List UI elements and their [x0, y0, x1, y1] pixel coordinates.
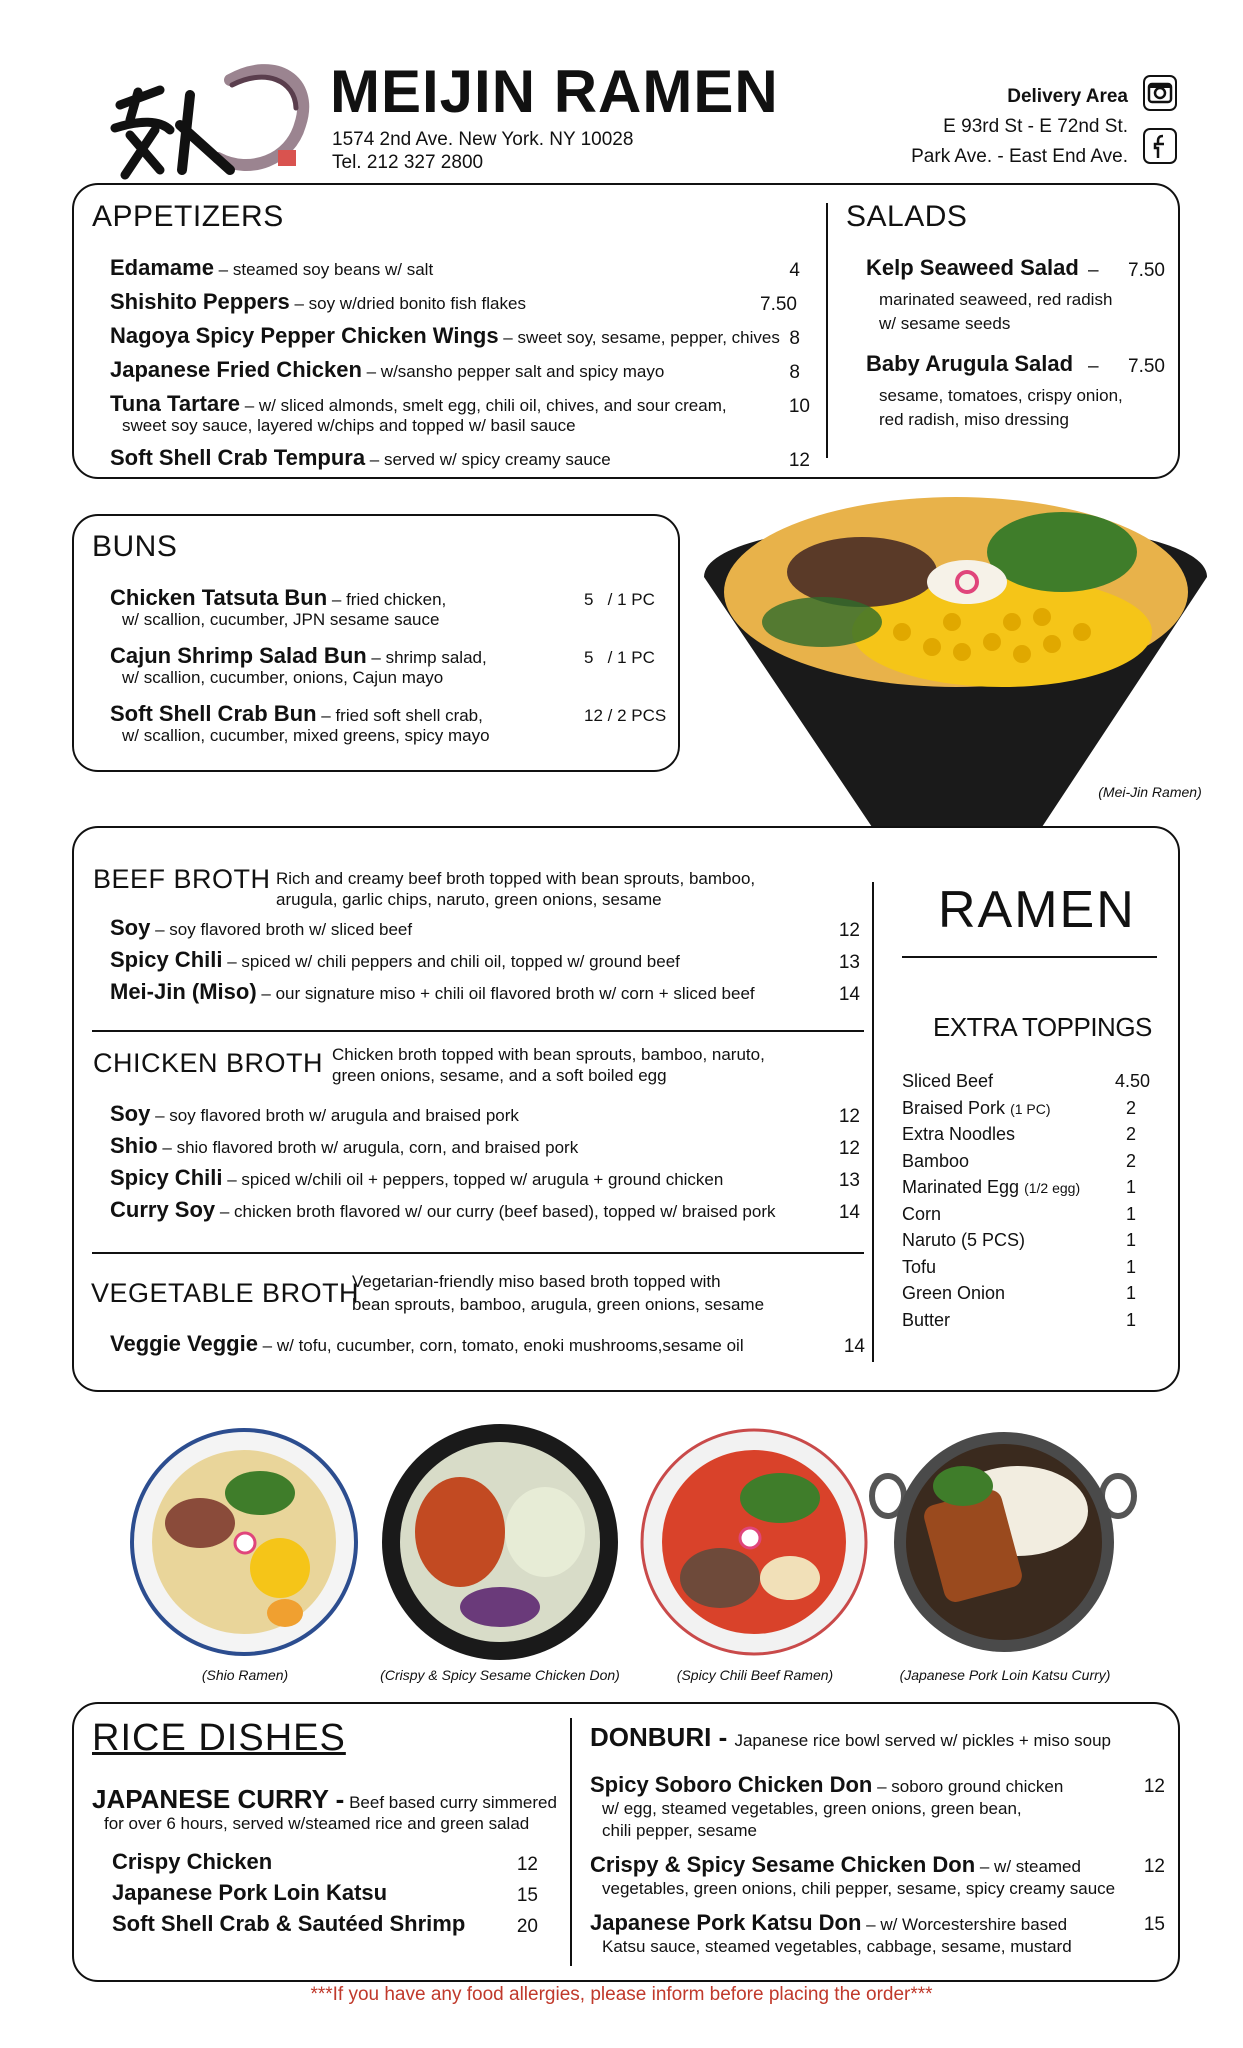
- topping-naruto[interactable]: Naruto (5 PCS): [902, 1230, 1026, 1250]
- menu-item-chicken-spicy-chili[interactable]: Spicy Chili – spiced w/chili oil + peppers, topped w/ arugula + ground chicken: [110, 1165, 724, 1190]
- donburi-heading: DONBURI - Japanese rice bowl served w/ pickles + miso soup: [590, 1722, 1111, 1752]
- price: 2: [1125, 1098, 1136, 1118]
- shio-ramen-photo: [130, 1428, 358, 1656]
- chicken-broth-blurb: Chicken broth topped with bean sprouts, bamboo, naruto, green onions, sesame, and a soft boiled egg: [332, 1045, 765, 1085]
- menu-item-tuna-tartare[interactable]: Tuna Tartare – w/ sliced almonds, smelt egg, chili oil, chives, and sour cream, sweet soy sauce, layered w/chips and topped w/ basil sauce: [110, 391, 727, 435]
- menu-item-soft-shell-crab-bun[interactable]: Soft Shell Crab Bun – fried soft shell crab, w/ scallion, cucumber, mixed greens, spicy mayo: [110, 701, 490, 745]
- price: 1: [1125, 1230, 1136, 1250]
- price: 13: [838, 1170, 860, 1191]
- menu-item-edamame[interactable]: Edamame – steamed soy beans w/ salt: [110, 255, 434, 280]
- price: 12: [516, 1854, 538, 1875]
- beef-broth-title: BEEF BROTH: [93, 864, 271, 894]
- photo-caption: (Shio Ramen): [201, 1667, 289, 1683]
- price: 5 / 1 PC: [584, 590, 655, 609]
- japanese-curry-heading: JAPANESE CURRY - Beef based curry simmered: [92, 1784, 557, 1814]
- menu-item-chicken-shio[interactable]: Shio – shio flavored broth w/ arugula, corn, and braised pork: [110, 1133, 579, 1158]
- rice-dishes-title: RICE DISHES: [92, 1717, 346, 1759]
- price: 14: [838, 1202, 860, 1223]
- menu-item-japanese-fried-chicken[interactable]: Japanese Fried Chicken – w/sansho pepper salt and spicy mayo: [110, 357, 665, 382]
- menu-item-kelp-seaweed-salad[interactable]: Kelp Seaweed Salad: [866, 255, 1079, 280]
- price: 12: [838, 1138, 860, 1159]
- photo-caption: (Crispy & Spicy Sesame Chicken Don): [380, 1667, 620, 1683]
- menu-item-shishito-peppers[interactable]: Shishito Peppers – soy w/dried bonito fish flakes: [110, 289, 526, 314]
- price: 1: [1125, 1283, 1136, 1303]
- price: 12: [1143, 1776, 1165, 1797]
- delivery-streets: E 93rd St - E 72nd St.: [943, 116, 1128, 137]
- price: 15: [516, 1885, 538, 1906]
- vertical-divider: [826, 203, 828, 458]
- delivery-title: Delivery Area: [1007, 86, 1128, 107]
- photo-caption: (Spicy Chili Beef Ramen): [676, 1667, 834, 1683]
- horizontal-divider: [92, 1030, 864, 1032]
- restaurant-name: MEIJIN RAMEN: [330, 58, 779, 125]
- price: 7.50: [1128, 260, 1165, 281]
- topping-sliced-beef[interactable]: Sliced Beef: [902, 1071, 994, 1091]
- menu-item-chicken-tatsuta-bun[interactable]: Chicken Tatsuta Bun – fried chicken, w/ scallion, cucumber, JPN sesame sauce: [110, 585, 447, 629]
- price: 15: [1143, 1914, 1165, 1935]
- beef-broth-blurb: Rich and creamy beef broth topped with bean sprouts, bamboo, arugula, garlic chips, naruto, green onions, sesame: [276, 869, 756, 909]
- delivery-area: [911, 82, 1128, 172]
- menu-item-cajun-shrimp-bun[interactable]: Cajun Shrimp Salad Bun – shrimp salad, w/ scallion, cucumber, onions, Cajun mayo: [110, 643, 487, 687]
- facebook-icon[interactable]: [1143, 128, 1177, 164]
- price: 7.50: [1128, 356, 1165, 377]
- menu-item-spicy-soboro-chicken-don[interactable]: Spicy Soboro Chicken Don – soboro ground chicken w/ egg, steamed vegetables, green onions, green bean, chili pepper, sesame: [590, 1772, 1064, 1840]
- price: 2: [1125, 1151, 1136, 1171]
- topping-marinated-egg[interactable]: Marinated Egg (1/2 egg): [902, 1177, 1081, 1197]
- phone-number: Tel. 212 327 2800: [332, 152, 484, 173]
- price: 12 / 2 PCS: [584, 706, 667, 725]
- price: 12: [1143, 1856, 1165, 1877]
- dash: –: [1088, 260, 1099, 281]
- menu-item-mei-jin-miso[interactable]: Mei-Jin (Miso) – our signature miso + chili oil flavored broth w/ corn + sliced beef: [110, 979, 755, 1004]
- topping-butter[interactable]: Butter: [902, 1310, 951, 1330]
- vertical-divider: [872, 882, 874, 1362]
- salads-title: SALADS: [846, 200, 968, 233]
- chicken-broth-title: CHICKEN BROTH: [93, 1048, 324, 1078]
- price: 14: [843, 1336, 865, 1357]
- menu-item-crispy-spicy-sesame-chicken-don[interactable]: Crispy & Spicy Sesame Chicken Don – w/ steamed vegetables, green onions, chili pepper, sesame, spicy creamy sauce: [590, 1852, 1116, 1898]
- menu-item-curry-crispy-chicken[interactable]: Crispy Chicken: [112, 1849, 273, 1874]
- menu-item-baby-arugula-salad[interactable]: Baby Arugula Salad: [866, 351, 1074, 376]
- menu-item-chicken-soy[interactable]: Soy – soy flavored broth w/ arugula and braised pork: [110, 1101, 519, 1126]
- topping-tofu[interactable]: Tofu: [902, 1257, 937, 1277]
- photo-caption: (Japanese Pork Loin Katsu Curry): [899, 1667, 1111, 1683]
- price: 2: [1125, 1124, 1136, 1144]
- price: 5 / 1 PC: [584, 648, 655, 667]
- restaurant-logo: [100, 50, 315, 185]
- price: 12: [838, 920, 860, 941]
- price: 4: [789, 260, 800, 281]
- price: 14: [838, 984, 860, 1005]
- menu-item-curry-soy[interactable]: Curry Soy – chicken broth flavored w/ our curry (beef based), topped w/ braised pork: [110, 1197, 776, 1222]
- salad-description: sesame, tomatoes, crispy onion, red radish, miso dressing: [879, 386, 1123, 429]
- price: 1: [1125, 1310, 1136, 1330]
- price: 1: [1125, 1177, 1136, 1197]
- price: 7.50: [760, 294, 797, 315]
- appetizers-title: APPETIZERS: [92, 200, 284, 233]
- horizontal-divider: [92, 1252, 864, 1254]
- menu-item-beef-spicy-chili[interactable]: Spicy Chili – spiced w/ chili peppers and chili oil, topped w/ ground beef: [110, 947, 680, 972]
- sesame-chicken-don-photo: [380, 1422, 620, 1662]
- meijin-calligraphy-logo-icon: [100, 50, 315, 185]
- dash: –: [1088, 356, 1099, 377]
- price: 8: [789, 328, 800, 349]
- ramen-title: RAMEN: [938, 881, 1136, 939]
- topping-bamboo[interactable]: Bamboo: [902, 1151, 970, 1171]
- price: 10: [788, 396, 810, 417]
- topping-green-onion[interactable]: Green Onion: [902, 1283, 1006, 1303]
- buns-title: BUNS: [92, 530, 178, 563]
- spicy-chili-beef-ramen-photo: [640, 1428, 868, 1656]
- delivery-avenues: Park Ave. - East End Ave.: [911, 146, 1128, 167]
- menu-item-japanese-pork-katsu-don[interactable]: Japanese Pork Katsu Don – w/ Worcestershire based Katsu sauce, steamed vegetables, cabbage, sesame, mustard: [590, 1910, 1072, 1956]
- horizontal-divider: [902, 956, 1157, 958]
- address-block: [332, 128, 633, 174]
- vegetable-broth-blurb: Vegetarian-friendly miso based broth topped with bean sprouts, bamboo, arugula, green onions, sesame: [352, 1272, 765, 1314]
- topping-braised-pork[interactable]: Braised Pork (1 PC): [902, 1098, 1051, 1118]
- topping-extra-noodles[interactable]: Extra Noodles: [902, 1124, 1016, 1144]
- menu-item-curry-pork-loin-katsu[interactable]: Japanese Pork Loin Katsu: [112, 1880, 388, 1905]
- menu-item-chicken-wings[interactable]: Nagoya Spicy Pepper Chicken Wings – sweet soy, sesame, pepper, chives: [110, 323, 780, 348]
- price: 1: [1125, 1204, 1136, 1224]
- photo-caption: (Mei-Jin Ramen): [1098, 784, 1202, 800]
- address-line: 1574 2nd Ave. New York. NY 10028: [332, 129, 634, 150]
- vertical-divider: [570, 1718, 572, 1966]
- menu-item-soft-shell-crab-tempura[interactable]: Soft Shell Crab Tempura – served w/ spicy creamy sauce: [110, 445, 611, 470]
- extra-toppings-title: EXTRA TOPPINGS: [933, 1012, 1152, 1042]
- allergy-notice: ***If you have any food allergies, please inform before placing the order***: [310, 1984, 933, 2005]
- salad-description: marinated seaweed, red radish w/ sesame seeds: [879, 290, 1113, 333]
- vegetable-broth-title: VEGETABLE BROTH: [91, 1278, 360, 1308]
- pork-katsu-curry-photo: [868, 1426, 1140, 1658]
- price: 12: [788, 450, 810, 471]
- price: 20: [516, 1916, 538, 1937]
- japanese-curry-blurb: for over 6 hours, served w/steamed rice and green salad: [104, 1814, 530, 1833]
- menu-item-beef-soy[interactable]: Soy – soy flavored broth w/ sliced beef: [110, 915, 413, 940]
- price: 8: [789, 362, 800, 383]
- menu-item-veggie-veggie[interactable]: Veggie Veggie – w/ tofu, cucumber, corn, tomato, enoki mushrooms,sesame oil: [110, 1331, 744, 1356]
- price: 13: [838, 952, 860, 973]
- menu-item-curry-soft-shell-crab-shrimp[interactable]: Soft Shell Crab & Sautéed Shrimp: [112, 1911, 466, 1936]
- price: 12: [838, 1106, 860, 1127]
- price: 1: [1125, 1257, 1136, 1277]
- instagram-icon[interactable]: [1143, 75, 1177, 111]
- topping-corn[interactable]: Corn: [902, 1204, 942, 1224]
- price: 4.50: [1114, 1071, 1150, 1091]
